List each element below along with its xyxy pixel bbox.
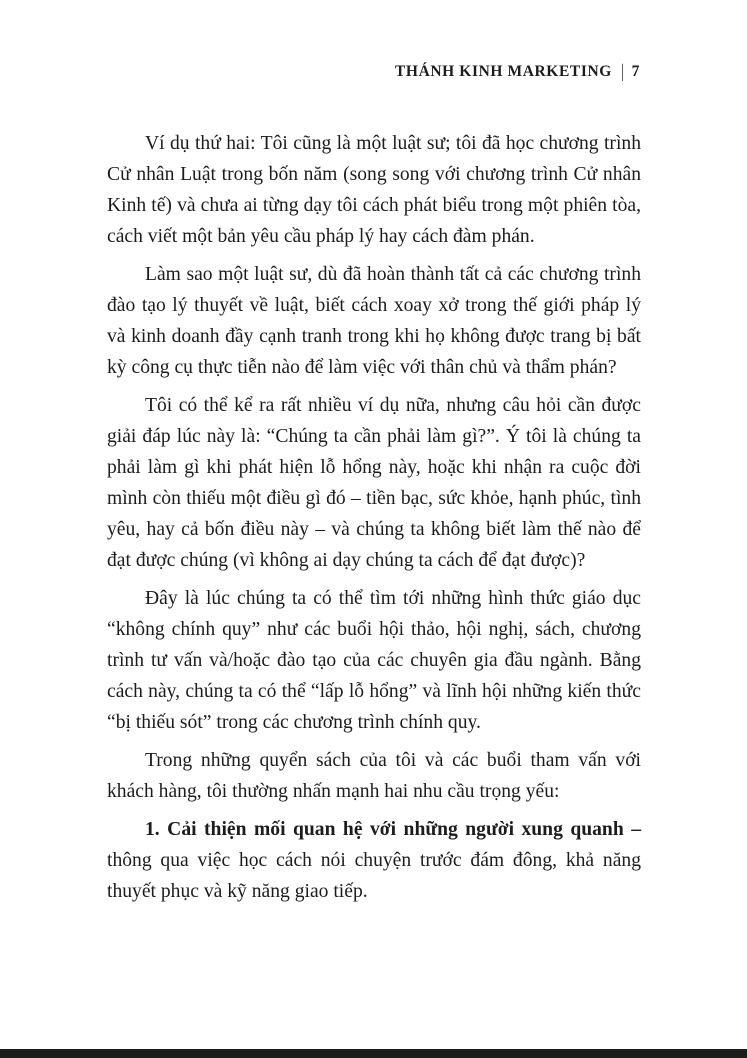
paragraph: Làm sao một luật sư, dù đã hoàn thành tất cả các chương trình đào tạo lý thuyết về luật, biết cách xoay xở trong thế giới pháp lý và kinh doanh đầy cạnh tranh trong khi họ không được trang bị bất kỳ công cụ thực tiễn nào để làm việc với thân chủ và thẩm phán? — [107, 264, 641, 378]
paragraph: Trong những quyển sách của tôi và các buổi tham vấn với khách hàng, tôi thường nhấn mạnh hai nhu cầu trọng yếu: — [107, 750, 641, 802]
page-number: 7 — [631, 63, 640, 80]
header-separator: | — [620, 60, 625, 82]
paragraph: Ví dụ thứ hai: Tôi cũng là một luật sư; tôi đã học chương trình Cử nhân Luật trong bốn năm (song song với chương trình Cử nhân Kinh tế) và chưa ai từng dạy tôi cách phát biểu trong một phiên tòa, cách viết một bản yêu cầu pháp lý hay cách đàm phán. — [107, 133, 641, 247]
page-bottom-edge-bar — [0, 1049, 747, 1058]
running-title: THÁNH KINH MARKETING — [394, 63, 612, 80]
paragraph-bold-lead: 1. Cải thiện mối quan hệ với những người xung quanh – — [145, 819, 641, 840]
page-header — [107, 60, 640, 82]
paragraph: Đây là lúc chúng ta có thể tìm tới những hình thức giáo dục “không chính quy” như các buổi hội thảo, hội nghị, sách, chương trình tư vấn và/hoặc đào tạo của các chuyên gia đầu ngành. Bằng cách này, chúng ta có thể “lấp lỗ hổng” và lĩnh hội những kiến thức “bị thiếu sót” trong các chương trình chính quy. — [107, 588, 641, 733]
paragraph: Tôi có thể kể ra rất nhiều ví dụ nữa, nhưng câu hỏi cần được giải đáp lúc này là: “Chúng ta cần phải làm gì?”. Ý tôi là chúng ta phải làm gì khi phát hiện lỗ hổng này, hoặc khi nhận ra cuộc đời mình còn thiếu một điều gì đó – tiền bạc, sức khỏe, hạnh phúc, tình yêu, hay cả bốn điều này – và chúng ta không biết làm thế nào để đạt được chúng (vì không ai dạy chúng ta cách để đạt được)? — [107, 395, 641, 571]
page-body — [107, 128, 641, 914]
paragraph-numbered-point — [107, 814, 641, 907]
paragraph-continuation: thông qua việc học cách nói chuyện trước đám đông, khả năng thuyết phục và kỹ năng giao tiếp. — [107, 850, 641, 902]
